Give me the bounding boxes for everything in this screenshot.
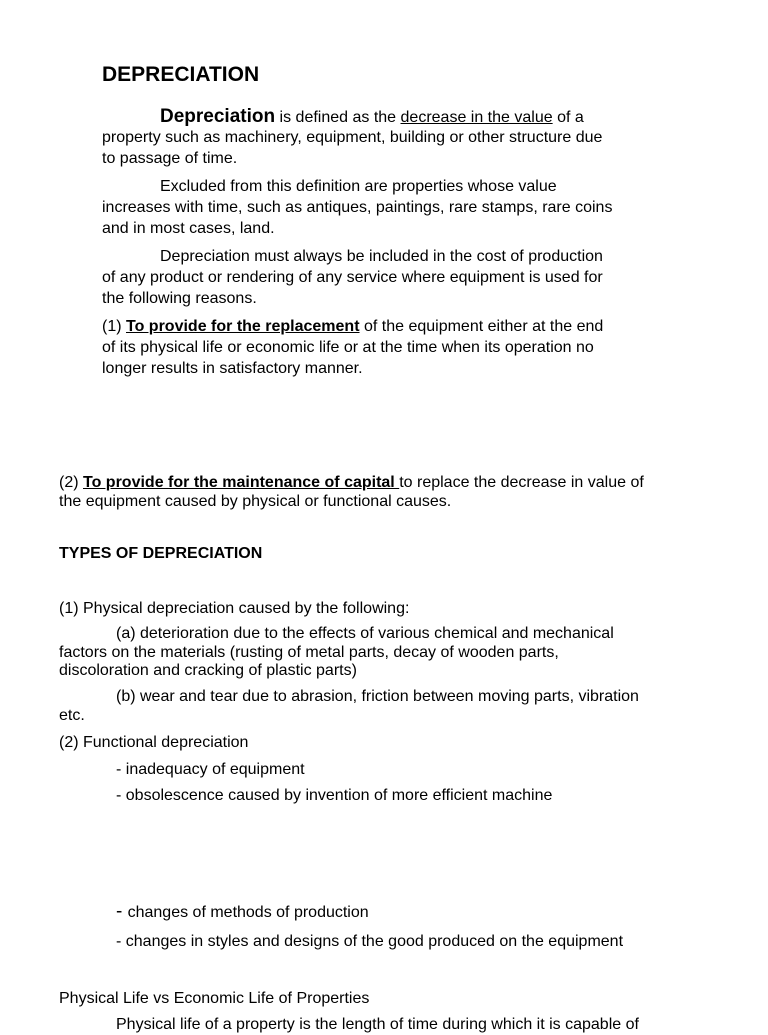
functional-item-2: - obsolescence caused by invention of more efficient machine	[116, 787, 553, 804]
definition-line-1: Depreciation is defined as the decrease in the value of a	[160, 106, 584, 127]
cost-line-1: Depreciation must always be included in the cost of production	[160, 248, 603, 265]
types-heading: TYPES OF DEPRECIATION	[59, 545, 263, 562]
exclusion-line-3: and in most cases, land.	[102, 220, 275, 237]
cost-line-2: of any product or rendering of any service where equipment is used for	[102, 269, 603, 286]
cost-line-3: the following reasons.	[102, 290, 257, 307]
reason-1-heading: To provide for the replacement	[126, 318, 360, 335]
physical-a-line-2: factors on the materials (rusting of metal parts, decay of wooden parts,	[59, 644, 559, 661]
functional-item-3: - changes of methods of production	[116, 901, 369, 922]
definition-term: Depreciation	[160, 106, 276, 127]
exclusion-line-1: Excluded from this definition are properties whose value	[160, 178, 557, 195]
reason-2-heading: To provide for the maintenance of capital	[83, 474, 400, 491]
life-heading: Physical Life vs Economic Life of Properties	[59, 990, 370, 1007]
life-paragraph-line-1: Physical life of a property is the length of time during which it is capable of	[116, 1016, 639, 1033]
reason-1-line-1: (1) To provide for the replacement of the equipment either at the end	[102, 318, 604, 335]
physical-a-line-3: discoloration and cracking of plastic parts)	[59, 662, 357, 679]
reason-2-line-2: the equipment caused by physical or functional causes.	[59, 493, 452, 510]
definition-underlined: decrease in the value	[400, 109, 553, 126]
functional-item-4: - changes in styles and designs of the good produced on the equipment	[116, 933, 624, 950]
definition-line-3: to passage of time.	[102, 150, 238, 167]
reason-1-line-3: longer results in satisfactory manner.	[102, 360, 363, 377]
functional-item-1: - inadequacy of equipment	[116, 761, 305, 778]
reason-2-line-1: (2) To provide for the maintenance of capital to replace the decrease in value of	[59, 474, 644, 491]
definition-line-2: property such as machinery, equipment, building or other structure due	[102, 129, 603, 146]
physical-heading: (1) Physical depreciation caused by the following:	[59, 600, 410, 617]
physical-b-line-1: (b) wear and tear due to abrasion, friction between moving parts, vibration	[116, 688, 639, 705]
physical-b-line-2: etc.	[59, 707, 85, 724]
physical-a-line-1: (a) deterioration due to the effects of various chemical and mechanical	[116, 625, 614, 642]
reason-1-line-2: of its physical life or economic life or at the time when its operation no	[102, 339, 594, 356]
functional-heading: (2) Functional depreciation	[59, 734, 249, 751]
page-title: DEPRECIATION	[102, 63, 260, 86]
exclusion-line-2: increases with time, such as antiques, paintings, rare stamps, rare coins	[102, 199, 613, 216]
